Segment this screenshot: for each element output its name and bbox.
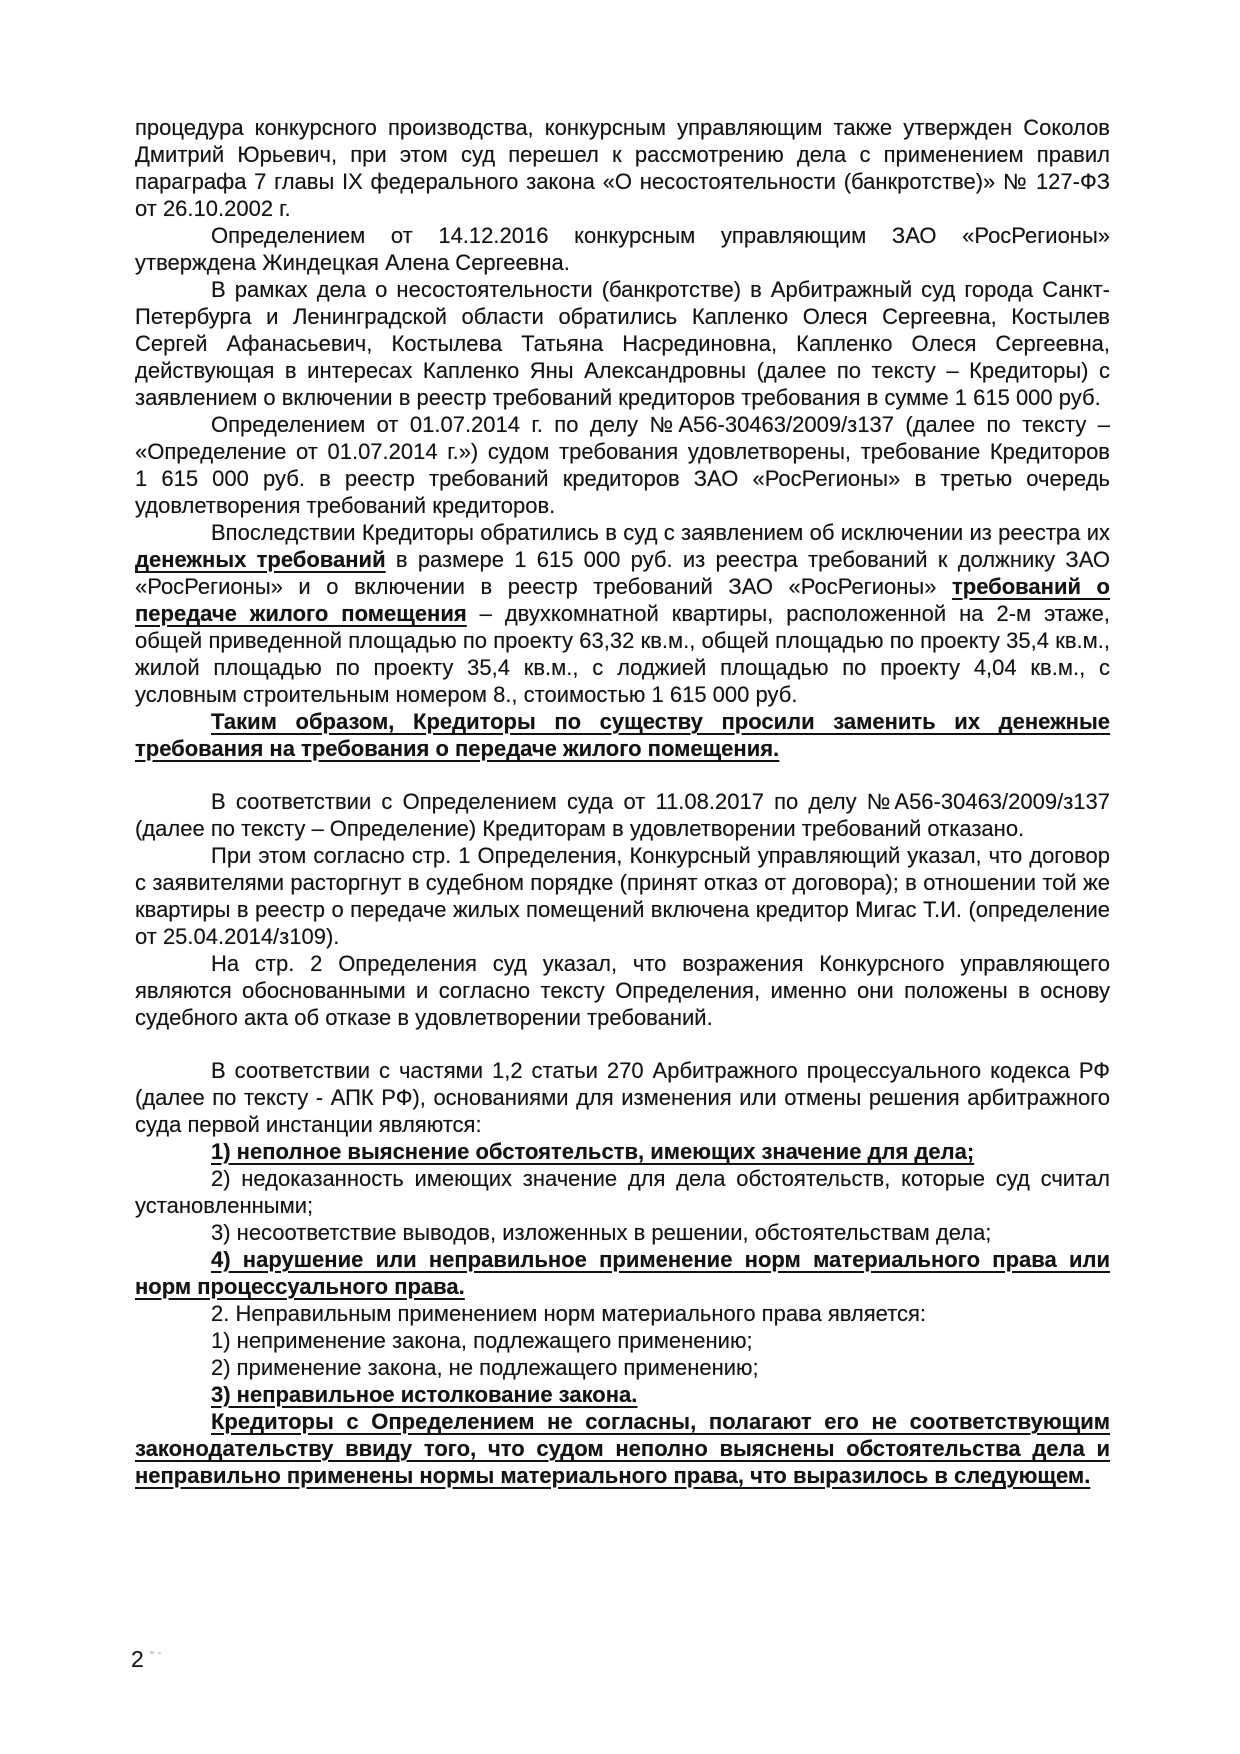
paragraph bbox=[135, 950, 1110, 1031]
emphasized-text: Таким образом, Кредиторы по существу просили заменить их денежные требования на требования о передаче жилого помещения. bbox=[135, 709, 1110, 761]
document-body bbox=[135, 114, 1110, 1489]
emphasized-text: 3) неправильное истолкование закона. bbox=[211, 1382, 638, 1407]
text-segment: Впоследствии Кредиторы обратились в суд с заявлением об исключении из реестра их bbox=[211, 520, 1110, 545]
text-segment: 2) недоказанность имеющих значение для дела обстоятельств, которые суд считал установленными; bbox=[135, 1166, 1110, 1218]
paragraph bbox=[135, 1408, 1110, 1489]
paragraph bbox=[135, 1057, 1110, 1138]
paragraph bbox=[135, 1300, 1110, 1327]
emphasized-text: требований о передаче жилого помещения bbox=[135, 574, 1110, 626]
emphasized-text: Кредиторы с Определением не согласны, полагают его не соответствующим законодательству ввиду того, что судом неполно выяснены обстоятельства дела и неправильно применены нормы материального права, что выразилось в следующем. bbox=[135, 1409, 1110, 1488]
paragraph bbox=[135, 276, 1110, 411]
text-segment: При этом согласно стр. 1 Определения, Конкурсный управляющий указал, что договор с заявителями расторгнут в судебном порядке (принят отказ от договора); в отношении той же квартиры в реестр о передаче жилых помещений включена кредитор Мигас Т.И. (определение от 25.04.2014/з109). bbox=[135, 843, 1110, 949]
text-segment: В соответствии с частями 1,2 статьи 270 Арбитражного процессуального кодекса РФ (далее по тексту - АПК РФ), основаниями для изменения или отмены решения арбитражного суда первой инстанции являются: bbox=[135, 1058, 1110, 1137]
paragraph bbox=[135, 222, 1110, 276]
text-segment: 2. Неправильным применением норм материального права является: bbox=[211, 1301, 927, 1326]
paragraph bbox=[135, 708, 1110, 762]
text-segment: Определением от 01.07.2014 г. по делу №А56-30463/2009/з137 (далее по тексту – «Определение от 01.07.2014 г.») судом требования удовлетворены, требование Кредиторов 1 615 000 руб. в реестр требований кредиторов ЗАО «РосРегионы» в третью очередь удовлетворения требований кредиторов. bbox=[135, 412, 1110, 518]
paragraph bbox=[135, 788, 1110, 842]
text-segment: 1) неприменение закона, подлежащего применению; bbox=[211, 1328, 753, 1353]
paragraph bbox=[135, 1138, 1110, 1165]
paragraph bbox=[135, 1246, 1110, 1300]
paragraph bbox=[135, 842, 1110, 950]
text-segment: в размере 1 615 000 руб. из реестра требований к должнику ЗАО «РосРегионы» и о включении в реестр требований ЗАО «РосРегионы» bbox=[135, 547, 1111, 599]
paragraph bbox=[135, 1219, 1110, 1246]
paragraph bbox=[135, 114, 1110, 222]
text-segment: В соответствии с Определением суда от 11.08.2017 по делу №А56-30463/2009/з137 (далее по тексту – Определение) Кредиторам в удовлетворении требований отказано. bbox=[135, 789, 1110, 841]
emphasized-text: 1) неполное выяснение обстоятельств, имеющих значение для дела; bbox=[211, 1139, 975, 1164]
scan-speck bbox=[150, 1651, 154, 1654]
scan-speck bbox=[158, 1652, 161, 1654]
paragraph bbox=[135, 1381, 1110, 1408]
paragraph bbox=[135, 1354, 1110, 1381]
text-segment: процедура конкурсного производства, конкурсным управляющим также утвержден Соколов Дмитрий Юрьевич, при этом суд перешел к рассмотрению дела с применением правил параграфа 7 главы IX федерального закона «О несостоятельности (банкротстве)» № 127-ФЗ от 26.10.2002 г. bbox=[135, 115, 1110, 221]
text-segment: 3) несоответствие выводов, изложенных в решении, обстоятельствам дела; bbox=[211, 1220, 992, 1245]
text-segment: В рамках дела о несостоятельности (банкротстве) в Арбитражный суд города Санкт-Петербурга и Ленинградской области обратились Капленко Олеся Сергеевна, Костылев Сергей Афанасьевич, Костылева Татьяна Насрединовна, Капленко Олеся Сергеевна, действующая в интересах Капленко Яны Александровны (далее по тексту – Кредиторы) с заявлением о включении в реестр требований кредиторов требования в сумме 1 615 000 руб. bbox=[135, 277, 1110, 410]
text-segment: 2) применение закона, не подлежащего применению; bbox=[211, 1355, 759, 1380]
paragraph bbox=[135, 1327, 1110, 1354]
text-segment: Определением от 14.12.2016 конкурсным управляющим ЗАО «РосРегионы» утверждена Жиндецкая Алена Сергеевна. bbox=[135, 223, 1110, 275]
paragraph bbox=[135, 411, 1110, 519]
page-number: 2 bbox=[131, 1646, 144, 1672]
emphasized-text: 4) нарушение или неправильное применение норм материального права или норм процессуального права. bbox=[135, 1247, 1110, 1299]
text-segment: – двухкомнатной квартиры, расположенной на 2-м этаже, общей приведенной площадью по проекту 63,32 кв.м., общей площадью по проекту 35,4 кв.м., жилой площадью по проекту 35,4 кв.м., с лоджией площадью по проекту 4,04 кв.м., с условным строительным номером 8., стоимостью 1 615 000 руб. bbox=[135, 601, 1110, 707]
emphasized-text: денежных требований bbox=[135, 547, 386, 572]
paragraph bbox=[135, 519, 1110, 708]
text-segment: На стр. 2 Определения суд указал, что возражения Конкурсного управляющего являются обоснованными и согласно тексту Определения, именно они положены в основу судебного акта об отказе в удовлетворении требований. bbox=[135, 951, 1110, 1030]
paragraph bbox=[135, 1165, 1110, 1219]
